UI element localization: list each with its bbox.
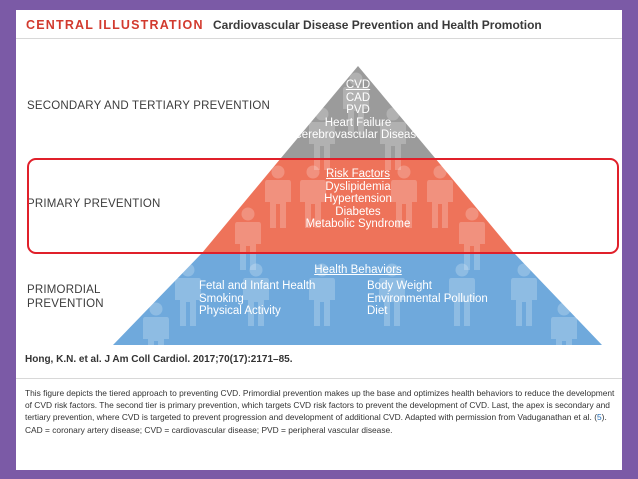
secondary-tertiary-label: SECONDARY AND TERTIARY PREVENTION [27,100,271,112]
list-item: CAD [345,91,371,104]
health-behaviors-heading-wrap [278,264,438,277]
cvd-heading: CVD [345,79,371,91]
primary-prevention-label: PRIMARY PREVENTION [27,198,161,210]
primordial-left-list [199,280,315,318]
primordial-label-line2: PREVENTION [27,298,104,310]
list-item: Physical Activity [199,305,281,317]
list-item: Environmental Pollution [367,292,488,305]
list-item: Dyslipidemia [325,180,391,193]
figure-page [16,10,622,470]
list-item: Cerebrovascular Disease [293,129,423,141]
list-item: Fetal and Infant Health [199,280,316,292]
list-item: Hypertension [324,193,392,205]
primordial-label-line1: PRIMORDIAL [27,284,101,296]
figure-caption [25,387,617,436]
list-item: Diet [367,305,388,317]
secondary-tertiary-list [258,79,458,142]
list-item: Heart Failure [324,116,392,129]
divider [16,378,622,379]
caption-text-before: This figure depicts the tiered approach to preventing CVD. Primordial prevention makes up the base and optimizes health behaviors to reduce the development of CVD risk factors. The second tier is primary prevention, which targets CVD risk factors to prevent the development of CVD. Last, the apex is secondary and tertiary prevention, where CVD is targeted to prevent progression and development of additional CVD. Adapted with permission from Vaduganathan et al. ( [25,388,615,423]
central-illustration-label: CENTRAL ILLUSTRATION [26,18,204,32]
list-item: Metabolic Syndrome [305,218,411,230]
reference-link[interactable]: 5 [597,412,602,423]
list-item: PVD [346,104,370,116]
figure-title: Cardiovascular Disease Prevention and Health Promotion [213,18,542,32]
risk-factors-heading: Risk Factors [326,168,390,180]
primordial-right-list [367,280,488,318]
list-item: Smoking [199,292,244,305]
caption-text-after: ). CAD = coronary artery disease; CVD = cardiovascular disease; PVD = peripheral vascular disease. [25,412,607,435]
health-behaviors-heading: Health Behaviors [314,264,402,276]
list-item: Diabetes [335,205,381,218]
primary-prevention-highlight [27,158,619,254]
list-item: Body Weight [367,280,432,292]
citation: Hong, K.N. et al. J Am Coll Cardiol. 2017;70(17):2171–85. [25,354,293,365]
